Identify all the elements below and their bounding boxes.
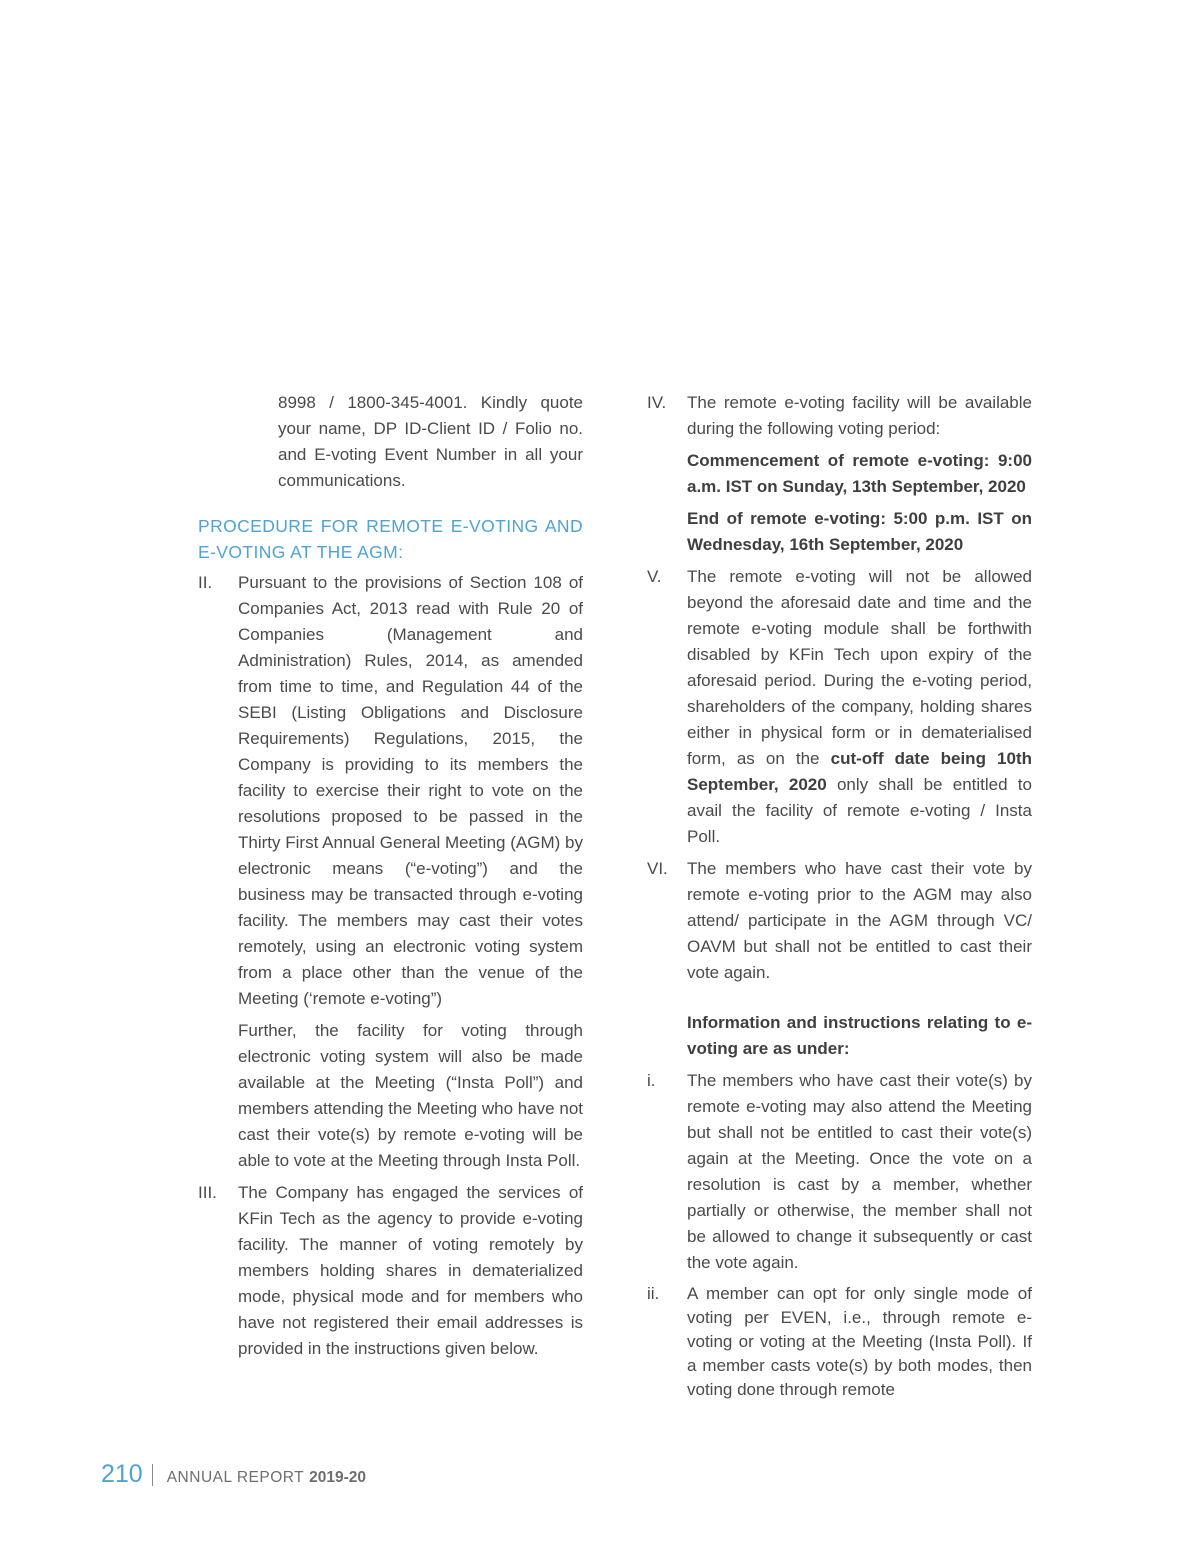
cutoff-date: cut-off date being 10th September, 2020 — [687, 749, 1032, 794]
footer-year: 2019-20 — [309, 1469, 367, 1486]
list-item-i — [647, 1068, 1032, 1276]
item-i-text: The members who have cast their vote(s) by remote e-voting may also attend the Meeting but shall not be entitled to cast their vote(s) again at the Meeting. Once the vote on a resolution is cast by a member, whether partially or otherwise, the member shall not be allowed to change it subsequently or cast the vote again. — [687, 1071, 1032, 1272]
list-item-vi — [647, 856, 1032, 986]
item-number: VI. — [647, 859, 668, 878]
end-date: End of remote e-voting: 5:00 p.m. IST on Wednesday, 16th September, 2020 — [687, 509, 1032, 554]
right-column — [647, 390, 1032, 1408]
item-number: II. — [198, 573, 213, 592]
item-v-text-after: only shall be entitled to avail the facility of remote e-voting / Insta Poll. — [687, 775, 1032, 846]
section-heading: PROCEDURE FOR REMOTE E-VOTING AND E-VOTING AT THE AGM: — [198, 516, 583, 562]
list-item-ii — [198, 570, 583, 1174]
footer-title: ANNUAL REPORT — [166, 1469, 305, 1486]
item-number: III. — [198, 1183, 217, 1202]
list-item-iii — [198, 1180, 583, 1362]
page-footer — [101, 1460, 366, 1489]
info-heading: Information and instructions relating to e-voting are as under: — [687, 1013, 1032, 1058]
item-vi-text: The members who have cast their vote by remote e-voting prior to the AGM may also attend/ participate in the AGM through VC/ OAVM but shall not be entitled to cast their vote again. — [687, 859, 1032, 982]
item-v-text-before: The remote e-voting will not be allowed beyond the aforesaid date and time and the remote e-voting module shall be forthwith disabled by KFin Tech upon expiry of the aforesaid period. During the e-voting period, shareholders of the company, holding shares either in physical form or in dematerialised form, as on the — [687, 567, 1032, 768]
commencement-date: Commencement of remote e-voting: 9:00 a.m. IST on Sunday, 13th September, 2020 — [687, 451, 1032, 496]
item-number: IV. — [647, 393, 667, 412]
page-number: 210 — [101, 1460, 143, 1488]
left-column — [198, 390, 583, 1368]
list-item-v — [647, 564, 1032, 850]
item-iv-text: The remote e-voting facility will be available during the following voting period: — [687, 393, 1032, 438]
list-item-ii-small — [647, 1282, 1032, 1402]
item-v-text — [687, 564, 1032, 850]
footer-divider — [152, 1464, 153, 1486]
item-iii-text: The Company has engaged the services of KFin Tech as the agency to provide e-voting facility. The manner of voting remotely by members holding shares in dematerialized mode, physical mode and for members who have not registered their email addresses is provided in the instructions given below. — [238, 1183, 583, 1358]
item-ii-paragraph-1: Pursuant to the provisions of Section 108 of Companies Act, 2013 read with Rule 20 of Companies (Management and Administration) Rules, 2014, as amended from time to time, and Regulation 44 of the SEBI (Listing Obligations and Disclosure Requirements) Regulations, 2015, the Company is providing to its members the facility to exercise their right to vote on the resolutions proposed to be passed in the Thirty First Annual General Meeting (AGM) by electronic means (“e-voting”) and the business may be transacted through e-voting facility. The members may cast their votes remotely, using an electronic voting system from a place other than the venue of the Meeting (‘remote e-voting”) — [238, 573, 583, 1008]
item-number: i. — [647, 1071, 656, 1090]
item-ii-small-text: A member can opt for only single mode of voting per EVEN, i.e., through remote e-voting or voting at the Meeting (Insta Poll). If a member casts vote(s) by both modes, then voting done through remote — [687, 1284, 1032, 1399]
item-number: V. — [647, 567, 662, 586]
item-number: ii. — [647, 1284, 660, 1303]
list-item-iv — [647, 390, 1032, 558]
item-ii-paragraph-2: Further, the facility for voting through electronic voting system will also be made available at the Meeting (“Insta Poll”) and members attending the Meeting who have not cast their vote(s) by remote e-voting will be able to vote at the Meeting through Insta Poll. — [238, 1021, 583, 1170]
continuation-text: 8998 / 1800-345-4001. Kindly quote your name, DP ID-Client ID / Folio no. and E-voting Event Number in all your communications. — [278, 393, 583, 490]
